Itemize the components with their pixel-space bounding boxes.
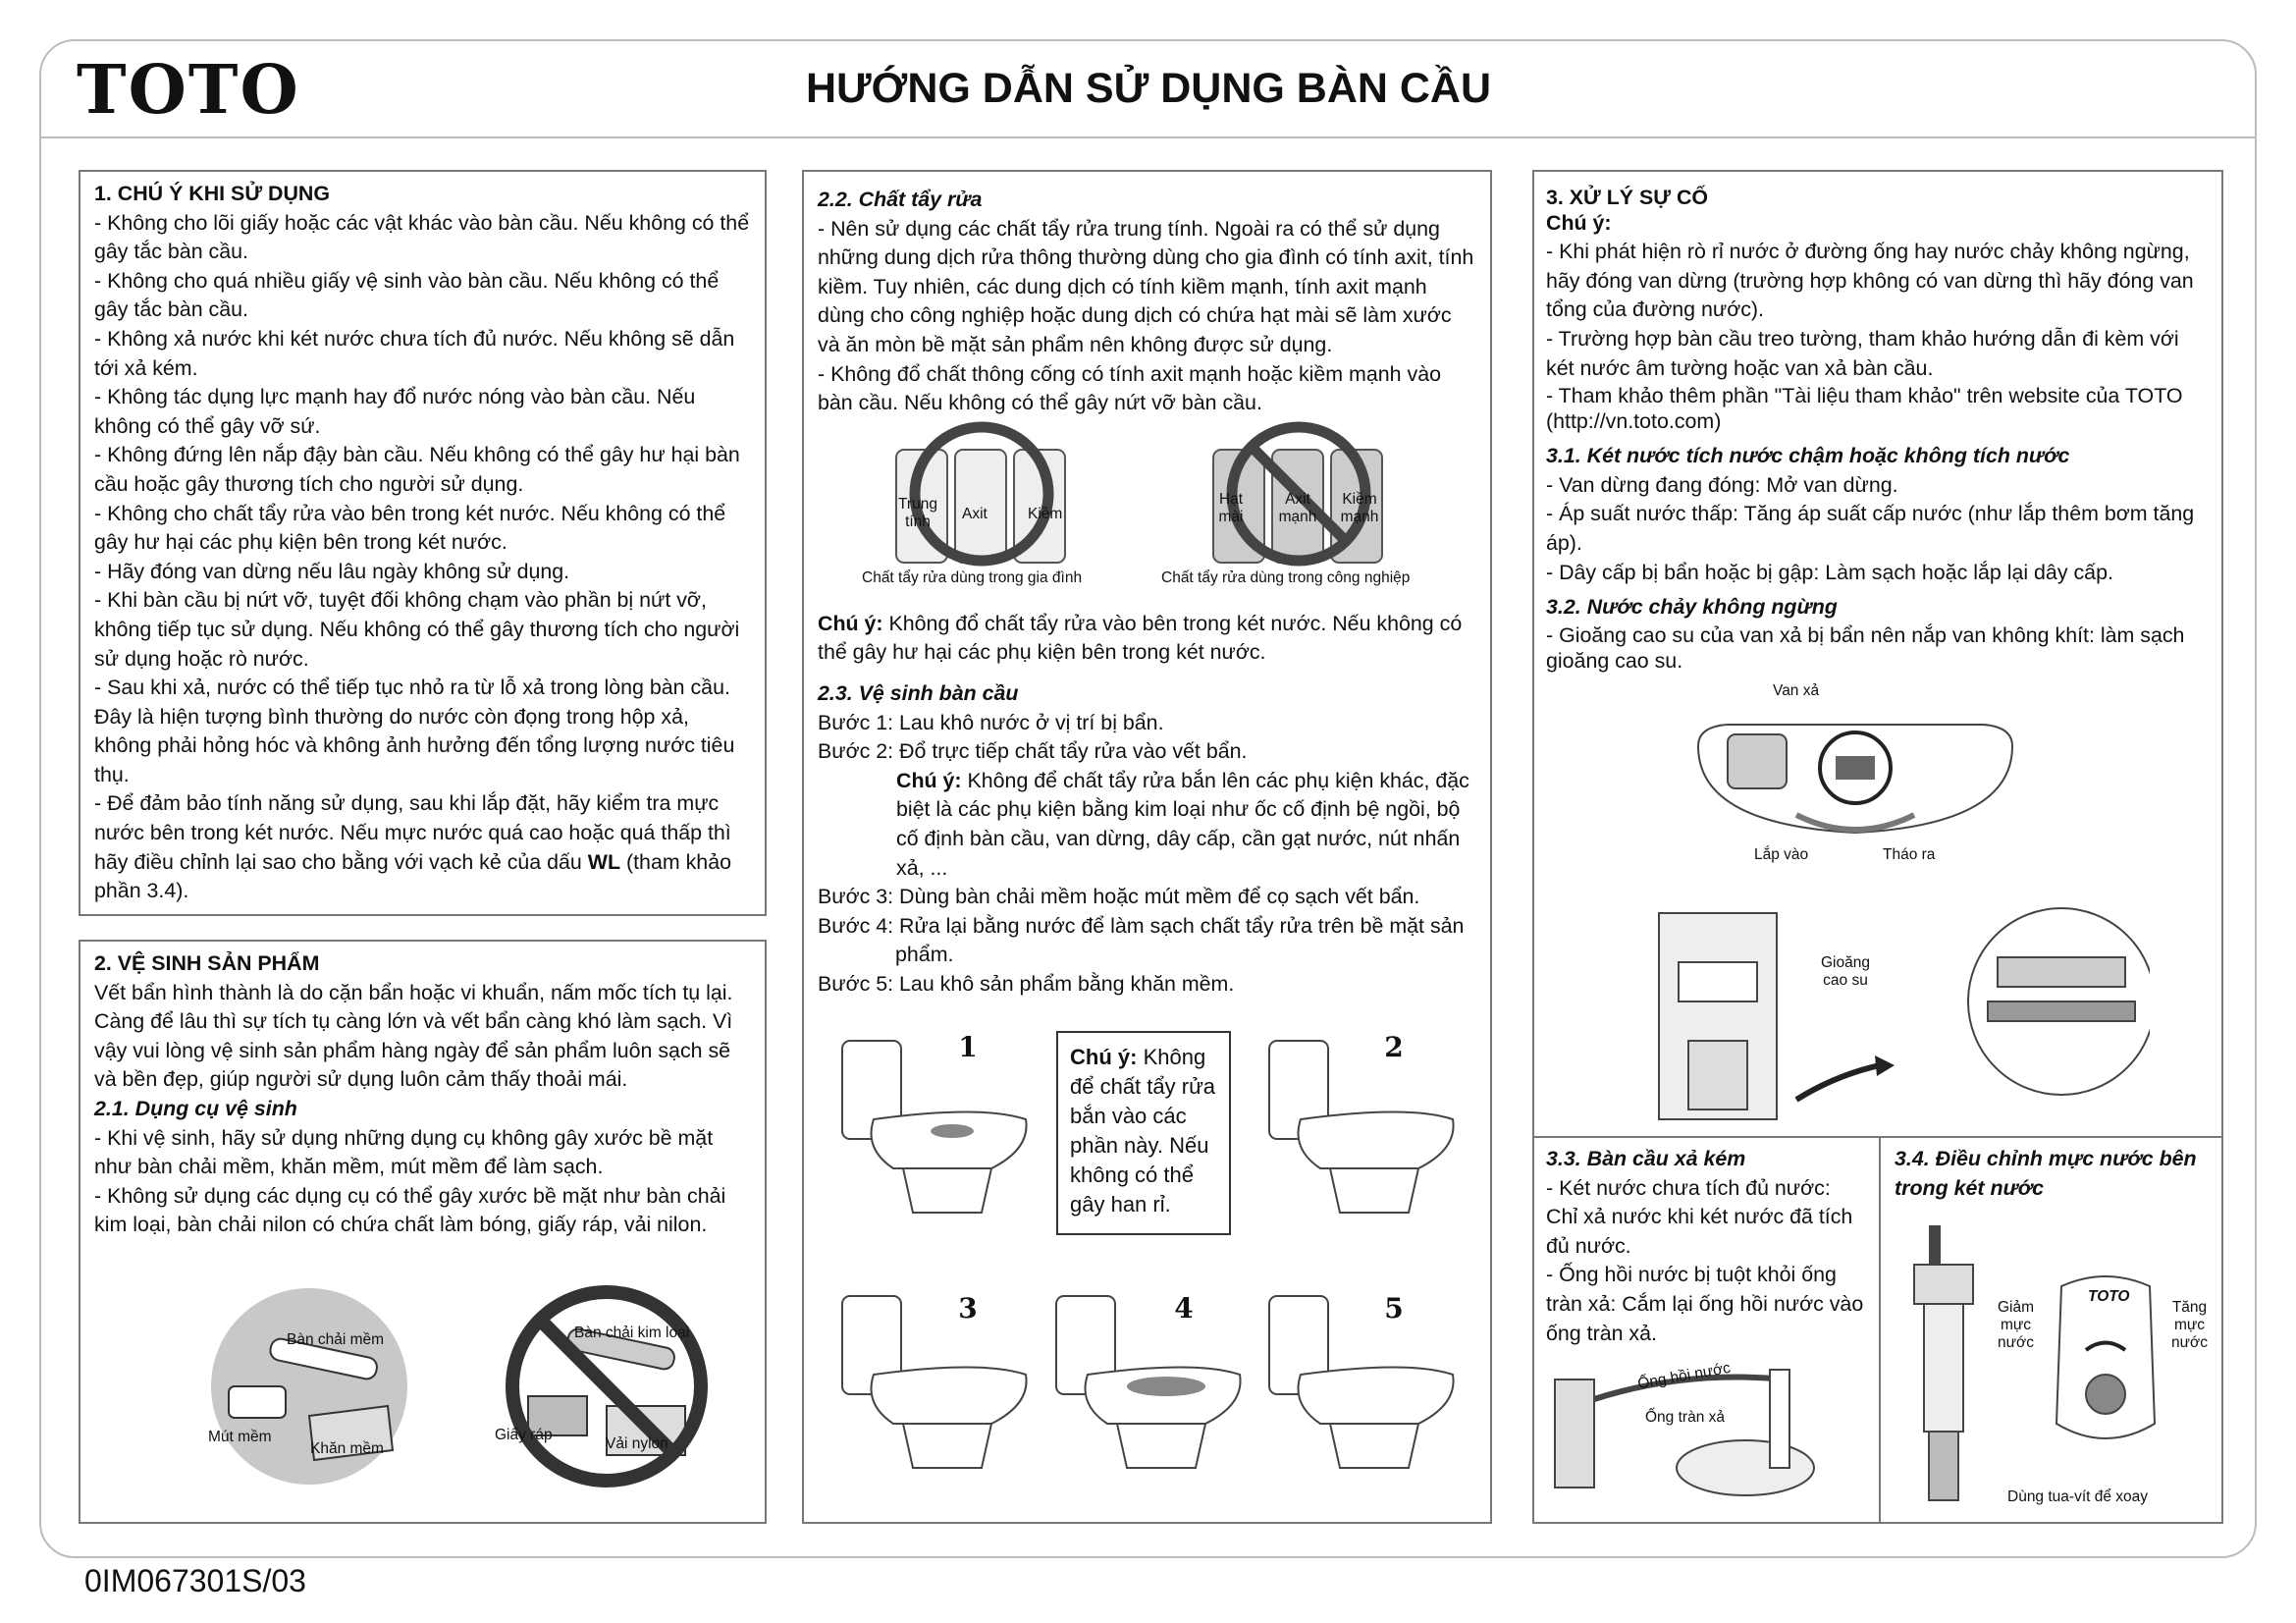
note-label: Chú ý: [818,611,883,635]
list-item: - Không cho chất tẩy rửa vào bên trong két nước. Nếu không có thể gây hư hại các phụ kiện bên trong két nước. [94,501,726,555]
cleaning-step-3-illustration [834,1276,1041,1473]
list-item: - Áp suất nước thấp: Tăng áp suất cấp nước (như lắp thêm bơm tăng áp). [1546,502,2195,555]
list-item: - Khi bàn cầu bị nứt vỡ, tuyệt đối không chạm vào phần bị nứt vỡ, không tiếp tục sử dụng. Nếu không có thể gây thương tích cho người sử dụng hoặc rò nước. [94,588,740,671]
section-heading: 3. XỬ LÝ SỰ CỐ [1546,186,1709,209]
list-item: - Dây cấp bị bẩn hoặc bị gập: Làm sạch hoặc lắp lại dây cấp. [1546,560,2113,584]
subsection-heading: 2.2. Chất tẩy rửa [818,188,983,211]
step-number-3: 3 [948,1289,988,1328]
subsection-heading: 2.1. Dụng cụ vệ sinh [94,1096,297,1120]
brand-logo: TOTO [77,51,300,130]
step-number-4: 4 [1164,1289,1203,1328]
list-item: - Hãy đóng van dừng nếu lâu ngày không sử dụng. [94,559,570,583]
metal-parts-caution-callout [1056,1031,1231,1235]
remove-label: Tháo ra [1883,846,1936,863]
abrasive-tools-prohibited-illustration [499,1278,715,1494]
note-text: Không đổ chất tẩy rửa vào bên trong két nước. Nếu không có thể gây hư hại các phụ kiện bên trong két nước. [818,611,1463,665]
refill-tube-label: Ống hồi nước [1636,1359,1733,1393]
list-item: - Nên sử dụng các chất tẩy rửa trung tính. Ngoài ra có thể sử dụng những dung dịch rửa thông thường dùng cho gia đình có tính axit, tính kiềm. Tuy nhiên, các dung dịch có tính kiềm mạnh, tính axit mạnh dùng cho công nghiệp hoặc dung dịch có chứa hạt mài sẽ làm xước và ăn mòn bề mặt sản phẩm nên không được sử dụng. [818,216,1474,356]
soft-brush-label: Bàn chải mềm [287,1331,385,1348]
subsection-heading: 2.3. Vệ sinh bàn cầu [818,680,1019,705]
section-usage-notes [79,170,767,916]
document-number: 0IM067301S/03 [84,1563,306,1598]
section-heading: 2. VỆ SINH SẢN PHẨM [94,951,320,975]
note-label: Chú ý: [896,768,962,792]
metal-brush-label: Bàn chải kim loại [574,1325,690,1341]
list-item: - Gioăng cao su của van xả bị bẩn nên nắp van không khít: làm sạch gioăng cao su. [1546,622,2185,673]
list-item: - Ống hồi nước bị tuột khỏi ống tràn xả: Cắm lại ống hồi nước vào ống tràn xả. [1546,1263,1864,1345]
troubleshooting-text [1532,176,2223,681]
note-label: Chú ý: [1546,210,1612,235]
subsection-heading: 3.1. Két nước tích nước chậm hoặc không tích nước [1546,444,2070,468]
step-5: Bước 5: Lau khô sản phẩm bằng khăn mềm. [818,971,1235,996]
wl-mark: WL [587,849,621,874]
list-item: - Không cho quá nhiều giấy vệ sinh vào bàn cầu. Nếu không có thể gây tắc bàn cầu. [94,268,720,322]
list-item: - Trường hợp bàn cầu treo tường, tham khảo hướng dẫn đi kèm với két nước âm tường hoặc van xả bàn cầu. [1546,326,2179,380]
section-heading: 1. CHÚ Ý KHI SỬ DỤNG [94,182,330,205]
soft-towel-label: Khăn mềm [310,1440,384,1457]
sandpaper-label: Giấy ráp [495,1427,553,1443]
bottle-strong-acid-label: Axit mạnh [1278,491,1317,525]
household-caption: Chất tẩy rửa dùng trong gia đình [862,569,1083,586]
lower-level-label: Giảm mực nước [1997,1299,2035,1351]
bottle-acid-label: Axit [962,506,988,522]
note-text: Không để chất tẩy rửa bắn lên các phụ kiện khác, đặc biệt là các phụ kiện bằng kim loại như ốc cố định bệ ngồi, bộ cố định bàn cầu, van dừng, dây cấp, cần gạt nước, nút nhấn xả, ... [896,768,1469,880]
list-item: - Van dừng đang đóng: Mở van dừng. [1546,472,1898,497]
refill-tube-illustration [1549,1360,1863,1517]
toto-float-brand: TOTO [2088,1288,2130,1305]
list-item: - Không tác dụng lực mạnh hay đổ nước nóng vào bàn cầu. Nếu không có thể gây vỡ sứ. [94,385,696,438]
bottle-alkali-label: Kiềm [1028,506,1063,522]
cleaning-step-1-illustration [834,1021,1041,1217]
overflow-tube-label: Ống tràn xả [1645,1409,1725,1426]
flush-valve-label: Van xả [1773,682,1820,699]
list-item: - Sau khi xả, nước có thể tiếp tục nhỏ ra từ lỗ xả trong lòng bàn cầu. Đây là hiện tượng bình thường do nước còn đọng trong hộp xả, không phải hỏng hóc và không ảnh hưởng đến tổng lượng nước tiêu thụ. [94,676,735,786]
callout-label: Chú ý: [1070,1045,1138,1069]
bottle-strong-alkali-label: Kiềm mạnh [1340,491,1379,525]
subsection-water-level [1881,1139,2223,1209]
list-item: - Tham khảo thêm phần "Tài liệu tham khảo" trên website của TOTO (http://vn.toto.com) [1546,384,2183,434]
header-divider [40,136,2256,138]
cleaning-step-4-illustration [1048,1276,1255,1473]
step-2-note [818,767,1476,883]
page-title: HƯỚNG DẪN SỬ DỤNG BÀN CẦU [805,65,1492,112]
callout-text: Không để chất tẩy rửa bắn vào các phần này. Nếu không có thể gây han rỉ. [1070,1045,1216,1217]
subsection-rule [1534,1136,2221,1138]
step-2: Bước 2: Đổ trực tiếp chất tẩy rửa vào vết bẩn. [818,739,1248,764]
list-item: - Không cho lõi giấy hoặc các vật khác vào bàn cầu. Nếu không có thể gây tắc bàn cầu. [94,210,750,264]
step-number-2: 2 [1374,1028,1414,1067]
list-item-text: (tham khảo phần 3.4). [94,849,731,903]
tank-valve-cutaway-illustration [1649,903,2150,1129]
list-item: - Két nước chưa tích đủ nước: Chỉ xả nước khi két nước đã tích đủ nước. [1546,1175,1853,1258]
list-item: - Không sử dụng các dụng cụ có thể gây xước bề mặt như bàn chải kim loại, bàn chải nilon có chứa chất làm bóng, giấy ráp, vải nilon. [94,1183,726,1237]
subsection-heading: 3.3. Bàn cầu xả kém [1546,1147,1746,1170]
list-item: - Khi vệ sinh, hãy sử dụng những dụng cụ không gây xước bề mặt như bàn chải mềm, khăn mềm, mút mềm để làm sạch. [94,1125,714,1179]
fill-valve-illustration [1899,1216,1988,1510]
cleaning-step-2-illustration [1261,1021,1468,1217]
step-3: Bước 3: Dùng bàn chải mềm hoặc mút mềm để cọ sạch vết bẩn. [818,885,1420,909]
step-4: Bước 4: Rửa lại bằng nước để làm sạch chất tẩy rửa trên bề mặt sản phẩm. [818,913,1465,967]
list-item: - Không đổ chất thông cống có tính axit mạnh hoặc kiềm mạnh vào bàn cầu. Nếu không có thể gây nứt vỡ bàn cầu. [818,361,1441,415]
list-item: - Không đứng lên nắp đậy bàn cầu. Nếu không có thể gây hư hại bàn cầu hoặc gây thương tích cho người sử dụng. [94,443,740,496]
gasket-label: Gioăng cao su [1821,954,1870,989]
nylon-cloth-label: Vải nylon [606,1435,668,1452]
raise-level-label: Tăng mực nước [2171,1299,2208,1351]
list-item: - Khi phát hiện rò rỉ nước ở đường ống hay nước chảy không ngừng, hãy đóng van dừng (trường hợp không có van dừng thì hãy đóng van tổng của đường nước). [1546,240,2194,322]
household-cleaners-illustration [888,420,1075,568]
list-item: - Không xả nước khi két nước chưa tích đủ nước. Nếu không sẽ dẫn tới xả kém. [94,326,735,380]
subsection-heading: 3.4. Điều chỉnh mực nước bên trong két nước [1895,1147,2197,1200]
soft-sponge-label: Mút mềm [208,1429,272,1445]
list-item-text: - Để đảm bảo tính năng sử dụng, sau khi lắp đặt, hãy kiểm tra mực nước bên trong két nước. Nếu mực nước quá cao hoặc quá thấp thì hãy điều chỉnh lại sao cho bằng với vạch kẻ của dấu [94,791,731,874]
soft-tools-illustration [201,1278,417,1494]
paragraph: Vết bẩn hình thành là do cặn bẩn hoặc vi khuẩn, nấm mốc tích tụ lại. Càng để lâu thì sự tích tụ càng lớn và vết bẩn càng khó làm sạch. Vì vậy vui lòng vệ sinh sản phẩm hàng ngày để sản phẩm luôn sạch sẽ và bền đẹp, giúp người sử dụng luôn cảm thấy thoải mái. [94,980,733,1092]
subsection-weak-flush [1532,1139,1881,1354]
industrial-caption: Chất tẩy rửa dùng trong công nghiệp [1161,569,1411,586]
screwdriver-label: Dùng tua-vít để xoay [2007,1488,2149,1505]
flush-valve-top-illustration [1688,707,2022,844]
step-number-1: 1 [948,1028,988,1067]
install-label: Lắp vào [1754,846,1809,863]
step-1: Bước 1: Lau khô nước ở vị trí bị bẩn. [818,710,1164,734]
list-item [94,789,751,905]
subsection-heading: 3.2. Nước chảy không ngừng [1546,595,1838,620]
bottle-abrasive-label: Hạt mài [1218,491,1244,525]
cleaning-step-5-illustration [1261,1276,1468,1473]
note [818,610,1476,668]
step-number-5: 5 [1374,1289,1414,1328]
bottle-neutral-label: Trung tính [898,496,937,530]
